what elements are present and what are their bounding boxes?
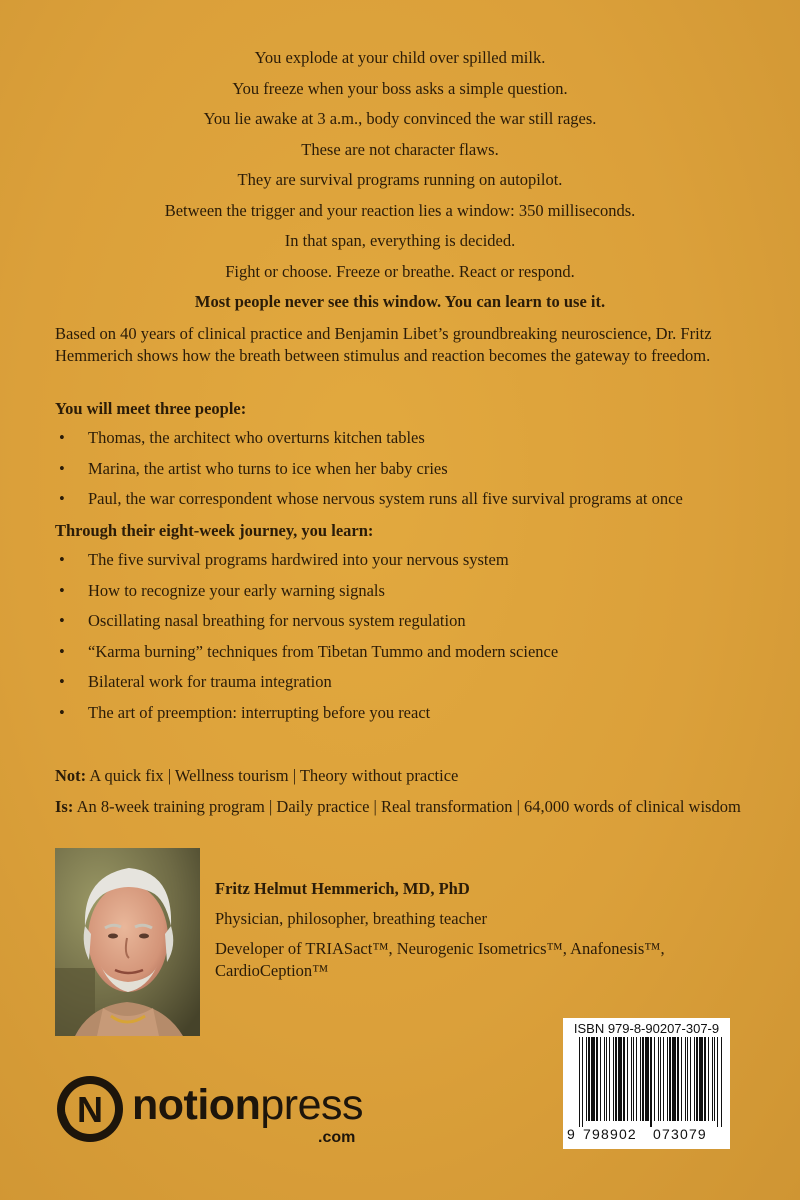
publisher-name-regular: press — [260, 1081, 363, 1129]
barcode-bar — [667, 1037, 668, 1121]
list-item — [55, 641, 755, 672]
intro-line: In that span, everything is decided. — [284, 231, 516, 250]
barcode-bar — [604, 1037, 605, 1121]
barcode-bar — [609, 1037, 610, 1121]
barcode-bar — [681, 1037, 682, 1121]
barcode-bar — [708, 1037, 709, 1121]
barcode-bar — [687, 1037, 688, 1121]
logo-letter: N — [77, 1089, 103, 1130]
not-label: Not: — [55, 766, 87, 785]
intro-key-line: Most people never see this window. You can learn to use it. — [194, 292, 606, 311]
barcode-bar — [704, 1037, 706, 1121]
intro-line: You lie awake at 3 a.m., body convinced the war still rages. — [203, 109, 597, 128]
list-item — [55, 488, 755, 519]
intro-line: Between the trigger and your reaction lies a window: 350 milliseconds. — [164, 200, 636, 220]
barcode-bar — [579, 1037, 580, 1127]
barcode-digits-left: 798902 — [583, 1126, 637, 1142]
bullet-icon: • — [59, 489, 65, 508]
list-item-text: Thomas, the architect who overturns kitchen tables — [88, 428, 425, 447]
barcode-bar — [663, 1037, 664, 1121]
barcode-bar — [642, 1037, 644, 1121]
list-item — [55, 580, 755, 611]
is-label: Is: — [55, 797, 74, 816]
barcode-bar — [618, 1037, 622, 1121]
meet-heading: You will meet three people: — [55, 399, 247, 418]
publisher-name — [132, 1081, 363, 1130]
barcode-bar — [631, 1037, 632, 1121]
list-item — [55, 549, 755, 580]
not-line — [55, 765, 745, 787]
is-text: An 8-week training program | Daily practice | Real transformation | 64,000 words of clinical wisdom — [76, 797, 741, 816]
barcode-bar — [660, 1037, 661, 1121]
barcode-bar — [677, 1037, 679, 1121]
list-item-text: The art of preemption: interrupting before you react — [88, 702, 431, 722]
barcode-digits-right: 073079 — [653, 1126, 707, 1142]
barcode-digit-first: 9 — [567, 1126, 575, 1142]
bullet-icon: • — [59, 550, 65, 569]
barcode-bar — [685, 1037, 686, 1121]
barcode-bar — [588, 1037, 590, 1121]
list-item — [55, 458, 755, 489]
barcode-bar — [717, 1037, 718, 1127]
intro-line: These are not character flaws. — [301, 139, 499, 159]
bullet-icon: • — [59, 702, 65, 722]
list-item-text: Bilateral work for trauma integration — [88, 672, 332, 691]
intro-block — [40, 43, 760, 318]
barcode-bar — [696, 1037, 698, 1121]
author-photo — [55, 848, 200, 1036]
barcode-bar — [650, 1037, 652, 1127]
barcode-bar — [633, 1037, 634, 1121]
barcode-bar — [658, 1037, 659, 1121]
barcode-bar — [654, 1037, 655, 1121]
based-paragraph: Based on 40 years of clinical practice and Benjamin Libet’s groundbreaking neuroscience, Dr. Fritz Hemmerich shows how the breath between stimulus and reaction becomes the gateway to freedom. — [55, 324, 712, 365]
people-list — [55, 427, 755, 519]
intro-line: They are survival programs running on autopilot. — [237, 170, 563, 189]
list-item-text: How to recognize your early warning signals — [88, 580, 385, 600]
barcode-bars — [563, 1037, 730, 1127]
notionpress-logo-icon — [55, 1074, 125, 1144]
barcode-bar — [672, 1037, 676, 1121]
barcode-bar — [606, 1037, 607, 1121]
author-methods: Developer of TRIASact™, Neurogenic Isometrics™, Anafonesis™, CardioCeption™ — [215, 939, 665, 980]
barcode-bar — [582, 1037, 583, 1127]
learn-list — [55, 549, 755, 732]
bullet-icon: • — [59, 611, 65, 630]
intro-line: You freeze when your boss asks a simple question. — [232, 78, 568, 98]
barcode-bar — [669, 1037, 671, 1121]
intro-line: Fight or choose. Freeze or breathe. React or respond. — [225, 261, 575, 281]
publisher-suffix: .com — [318, 1129, 356, 1146]
publisher-logo — [55, 1074, 375, 1154]
barcode-bar — [596, 1037, 598, 1121]
journey-heading: Through their eight-week journey, you learn: — [55, 521, 374, 540]
barcode-bar — [600, 1037, 601, 1121]
list-item-text: The five survival programs hardwired into your nervous system — [88, 550, 509, 569]
barcode-bar — [627, 1037, 628, 1121]
list-item-text: “Karma burning” techniques from Tibetan Tummo and modern science — [88, 641, 559, 661]
author-role: Physician, philosopher, breathing teacher — [215, 909, 487, 928]
barcode-bar — [694, 1037, 695, 1121]
barcode-bar — [645, 1037, 649, 1121]
intro-line: You explode at your child over spilled milk. — [254, 48, 546, 67]
barcode-bar — [640, 1037, 641, 1121]
isbn-label: ISBN 979-8-90207-307-9 — [573, 1021, 720, 1036]
barcode-bar — [721, 1037, 722, 1127]
list-item — [55, 671, 755, 702]
not-text: A quick fix | Wellness tourism | Theory without practice — [89, 766, 459, 785]
barcode-bar — [586, 1037, 587, 1121]
author-portrait-icon — [55, 848, 200, 1036]
isbn-barcode — [563, 1018, 730, 1149]
barcode-bar — [690, 1037, 691, 1121]
barcode-bar — [714, 1037, 715, 1121]
barcode-bar — [623, 1037, 625, 1121]
bullet-icon: • — [59, 580, 65, 600]
list-item-text: Marina, the artist who turns to ice when her baby cries — [88, 458, 448, 478]
list-item-text: Paul, the war correspondent whose nervous system runs all five survival programs at once — [88, 489, 683, 508]
bullet-icon: • — [59, 641, 65, 661]
list-item — [55, 427, 755, 458]
barcode-bar — [613, 1037, 614, 1121]
publisher-name-bold: notion — [132, 1081, 261, 1129]
is-line — [55, 796, 745, 818]
barcode-bar — [591, 1037, 595, 1121]
bullet-icon: • — [59, 672, 65, 691]
author-name: Fritz Helmut Hemmerich, MD, PhD — [215, 879, 470, 898]
barcode-bar — [636, 1037, 637, 1121]
list-item — [55, 702, 755, 733]
bullet-icon: • — [59, 428, 65, 447]
barcode-bar — [712, 1037, 713, 1121]
bullet-icon: • — [59, 458, 65, 478]
list-item-text: Oscillating nasal breathing for nervous system regulation — [88, 611, 466, 630]
list-item — [55, 610, 755, 641]
barcode-bar — [615, 1037, 617, 1121]
barcode-bar — [699, 1037, 703, 1121]
